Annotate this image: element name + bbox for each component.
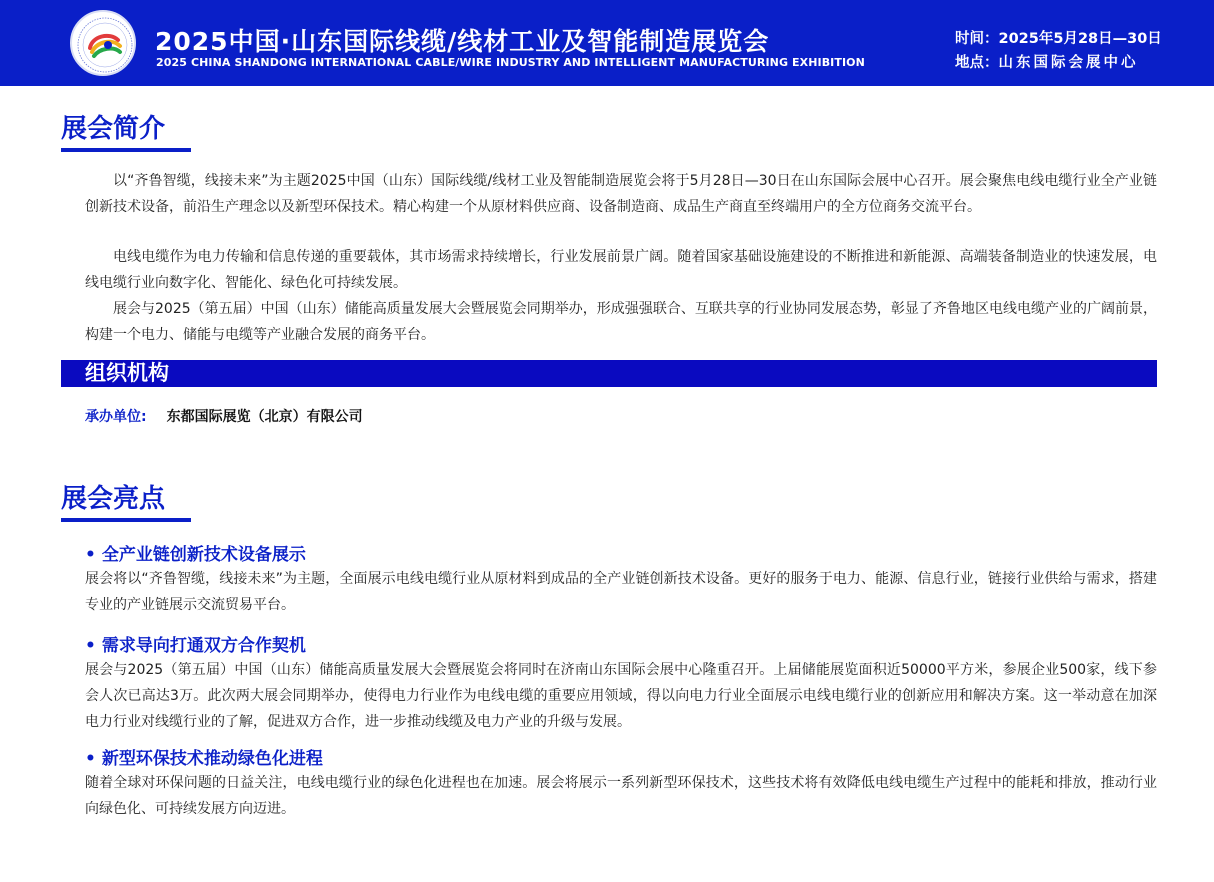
expo-logo-icon — [70, 10, 136, 76]
place-value: 山东国际会展中心 — [998, 55, 1139, 71]
header-banner — [0, 0, 1214, 86]
highlight-2-title-text: 需求导向打通双方合作契机 — [101, 636, 306, 656]
intro-section-title: 展会简介 — [61, 114, 166, 144]
time-label: 时间： — [955, 31, 999, 47]
bullet-icon: • — [85, 545, 96, 565]
bullet-icon: • — [85, 749, 96, 769]
highlight-1-title-text: 全产业链创新技术设备展示 — [101, 545, 306, 565]
highlight-1-text: 展会将以“齐鲁智缆，线接未来”为主题，全面展示电线电缆行业从原材料到成品的全产业链创新技术设备。更好的服务于电力、能源、信息行业，链接行业供给与需求，搭建专业的产业链展示交流贸易平台。 — [85, 571, 1157, 613]
organization-section-title: 组织机构 — [85, 361, 169, 385]
time-value: 2025年5月28日—30日 — [998, 31, 1162, 47]
host-organizer — [85, 406, 363, 426]
highlight-1-title — [85, 540, 306, 565]
highlight-3-text: 随着全球对环保问题的日益关注，电线电缆行业的绿色化进程也在加速。展会将展示一系列新型环保技术，这些技术将有效降低电线电缆生产过程中的能耗和排放，推动行业向绿色化、可持续发展方向迈进。 — [85, 775, 1157, 817]
highlights-section-title: 展会亮点 — [61, 484, 166, 514]
exhibition-title-en: 2025 CHINA SHANDONG INTERNATIONAL CABLE/WIRE INDUSTRY AND INTELLIGENT MANUFACTURING EXHIBITION — [156, 56, 865, 69]
highlight-2-text: 展会与2025（第五届）中国（山东）储能高质量发展大会暨展览会将同时在济南山东国际会展中心隆重召开。上届储能展览面积近50000平方米，参展企业500家，线下参会人次已高达3万。此次两大展会同期举办，使得电力行业作为电线电缆的重要应用领域，得以向电力行业全面展示电线电缆行业的创新应用和解决方案。这一举动意在加深电力行业对线缆行业的了解，促进双方合作，进一步推动线缆及电力产业的升级与发展。 — [85, 662, 1157, 730]
host-value: 东都国际展览（北京）有限公司 — [166, 409, 363, 425]
place-label: 地点： — [955, 55, 999, 71]
exhibition-place — [955, 51, 1139, 72]
organization-section-bar — [61, 360, 1157, 387]
intro-paragraph-3: 展会与2025（第五届）中国（山东）储能高质量发展大会暨展览会同期举办，形成强强联合、互联共享的行业协同发展态势，彰显了齐鲁地区电线电缆产业的广阔前景，构建一个电力、储能与电缆等产业融合发展的商务平台。 — [85, 301, 1157, 343]
highlight-2-title — [85, 631, 306, 656]
intro-title-underline — [61, 148, 191, 152]
intro-paragraph-1: 以“齐鲁智缆，线接未来”为主题2025中国（山东）国际线缆/线材工业及智能制造展览会将于5月28日—30日在山东国际会展中心召开。展会聚焦电线电缆行业全产业链创新技术设备，前沿生产理念以及新型环保技术。精心构建一个从原材料供应商、设备制造商、成品生产商直至终端用户的全方位商务交流平台。 — [85, 173, 1157, 215]
highlight-3-title-text: 新型环保技术推动绿色化进程 — [101, 749, 323, 769]
highlights-title-underline — [61, 518, 191, 522]
logo-swirl-icon — [86, 30, 124, 60]
host-label: 承办单位: — [85, 409, 147, 425]
intro-paragraph-2: 电线电缆作为电力传输和信息传递的重要载体，其市场需求持续增长，行业发展前景广阔。随着国家基础设施建设的不断推进和新能源、高端装备制造业的快速发展，电线电缆行业向数字化、智能化、绿色化可持续发展。 — [85, 249, 1157, 291]
bullet-icon: • — [85, 636, 96, 656]
exhibition-title-cn: 2025中国·山东国际线缆/线材工业及智能制造展览会 — [155, 27, 770, 56]
highlight-3-title — [85, 744, 323, 769]
exhibition-time — [955, 27, 1162, 48]
